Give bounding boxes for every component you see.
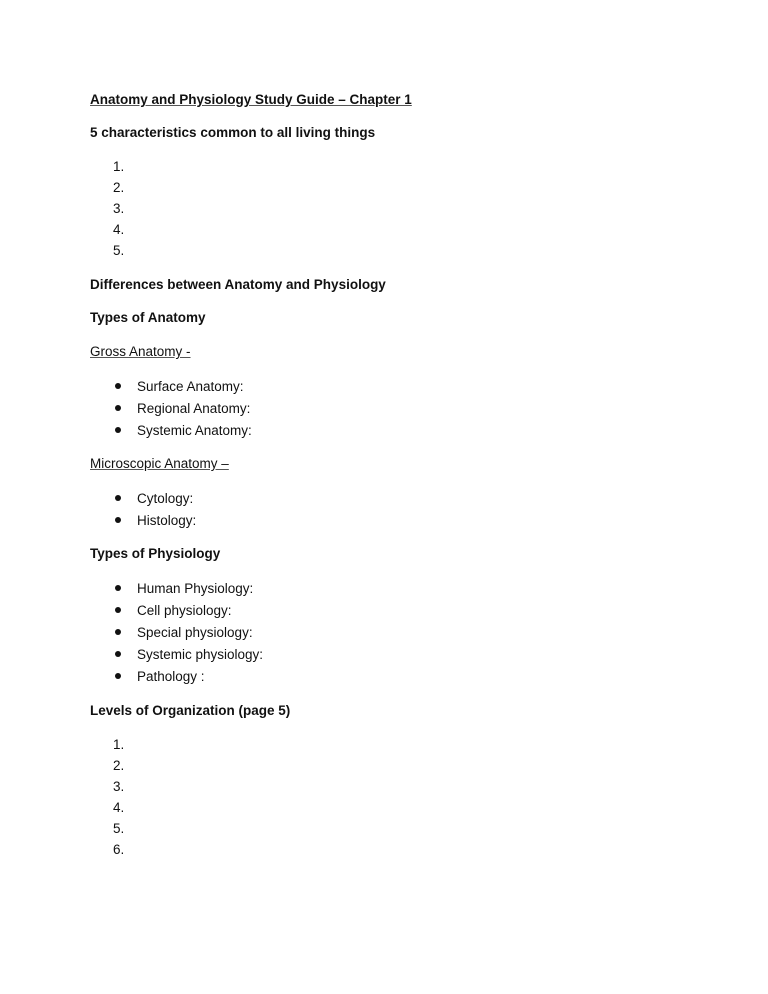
list-item: 4. [113,800,125,815]
list-item: 1. [113,737,125,752]
list-item-text: Histology: [137,513,197,528]
gross-anatomy-label: Gross Anatomy - [90,344,191,359]
list-item [113,378,244,396]
list-item-text: Cell physiology: [137,603,232,618]
bullet-icon [115,405,121,411]
list-item: 5. [113,821,125,836]
list-item: 5. [113,243,125,258]
bullet-icon [115,427,121,433]
list-item [113,400,250,418]
differences-heading: Differences between Anatomy and Physiology [90,277,386,292]
list-item [113,422,252,440]
list-item-text: Special physiology: [137,625,253,640]
list-item [113,668,205,686]
bullet-icon [115,585,121,591]
list-item [113,512,196,530]
document-title: Anatomy and Physiology Study Guide – Chapter 1 [90,92,412,107]
microscopic-anatomy-label: Microscopic Anatomy – [90,456,229,471]
list-item [113,602,232,620]
bullet-icon [115,607,121,613]
bullet-icon [115,495,121,501]
bullet-icon [115,629,121,635]
list-item-text: Regional Anatomy: [137,401,251,416]
list-item-text: Cytology: [137,491,194,506]
list-item-text: Surface Anatomy: [137,379,244,394]
types-of-anatomy-heading: Types of Anatomy [90,310,206,325]
list-item-text: Pathology : [137,669,205,684]
list-item [113,580,253,598]
list-item-text: Systemic Anatomy: [137,423,252,438]
list-item [113,624,253,642]
list-item [113,646,263,664]
list-item: 3. [113,201,125,216]
list-item [113,490,193,508]
list-item: 2. [113,180,125,195]
bullet-icon [115,383,121,389]
types-of-physiology-heading: Types of Physiology [90,546,221,561]
bullet-icon [115,651,121,657]
bullet-icon [115,517,121,523]
list-item-text: Human Physiology: [137,581,254,596]
list-item: 4. [113,222,125,237]
characteristics-heading: 5 characteristics common to all living things [90,125,376,140]
bullet-icon [115,673,121,679]
list-item-text: Systemic physiology: [137,647,264,662]
list-item: 1. [113,159,125,174]
levels-heading: Levels of Organization (page 5) [90,703,291,718]
list-item: 3. [113,779,125,794]
list-item: 2. [113,758,125,773]
list-item: 6. [113,842,125,857]
